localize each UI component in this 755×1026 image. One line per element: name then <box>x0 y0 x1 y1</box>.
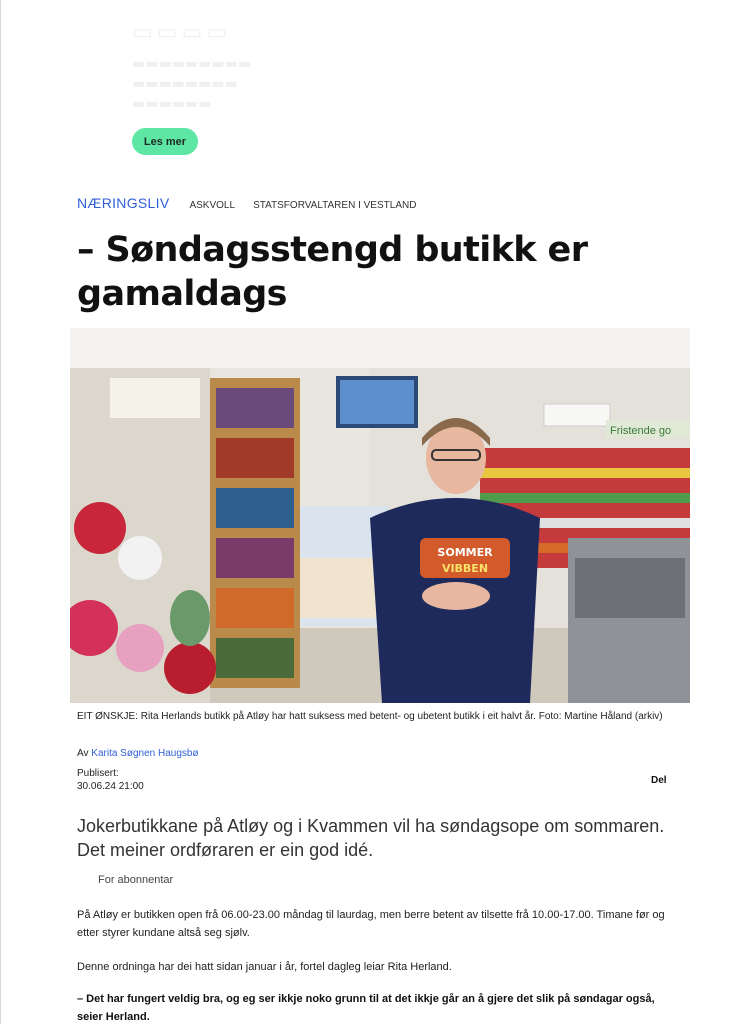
ad-text-line: ▬▬▬▬▬▬▬▬▬ <box>132 56 252 72</box>
ad-read-more-button[interactable]: Les mer <box>132 128 198 155</box>
byline <box>77 748 199 759</box>
article-lead: Jokerbutikkane på Atløy og i Kvammen vil ha søndagsope om sommaren. Det meiner ordføraren er ein god idé. <box>77 816 665 860</box>
shirt-text-line1: SOMMER <box>437 546 493 559</box>
ad-logo: ▭▭▭▭ <box>132 20 232 45</box>
store-sign-text: Fristende go <box>610 425 672 437</box>
photo-caption: EIT ØNSKJE: Rita Herlands butikk på Atløy har hatt suksess med betent- og ubetent butikk i eit halvt år. Foto: Martine Håland (arkiv) <box>77 711 663 722</box>
article-paragraph: På Atløy er butikken open frå 06.00-23.00 måndag til laurdag, men berre betent av tilsette frå 10.00-17.00. Timane før og etter styrer kundane altså seg sjølv. <box>77 909 665 939</box>
published-date: 30.06.24 21:00 <box>77 781 144 792</box>
subscriber-note: For abonnentar <box>98 874 174 886</box>
ad-text-line: ▬▬▬▬▬▬ <box>132 96 212 112</box>
article-paragraph: Denne ordninga har dei hatt sidan januar i år, fortel dagleg leiar Rita Herland. <box>77 961 452 973</box>
article-tags <box>77 195 434 211</box>
store-photo-illustration <box>70 328 690 703</box>
ad-text-line: ▬▬▬▬▬▬▬▬ <box>132 76 238 92</box>
shirt-text-line2: VIBBEN <box>441 562 489 575</box>
article-photo[interactable] <box>70 328 690 703</box>
article-paragraph-quote: – Det har fungert veldig bra, og eg ser ikkje noko grunn til at det ikkje går an å gjere det slik på søndagar også, seier Herland. <box>77 993 655 1023</box>
article-headline: – Søndagsstengd butikk er gamaldags <box>77 230 588 314</box>
advertisement-banner[interactable] <box>0 0 755 180</box>
share-button[interactable]: Del <box>651 775 667 786</box>
tag-naeringsliv[interactable]: NÆRINGSLIV <box>77 195 170 211</box>
tag-statsforvaltaren[interactable]: STATSFORVALTAREN I VESTLAND <box>253 200 417 211</box>
published-label: Publisert: <box>77 768 119 779</box>
byline-prefix: Av <box>77 748 89 759</box>
tag-askvoll[interactable]: ASKVOLL <box>189 200 236 211</box>
author-link[interactable]: Karita Søgnen Haugsbø <box>91 748 199 759</box>
